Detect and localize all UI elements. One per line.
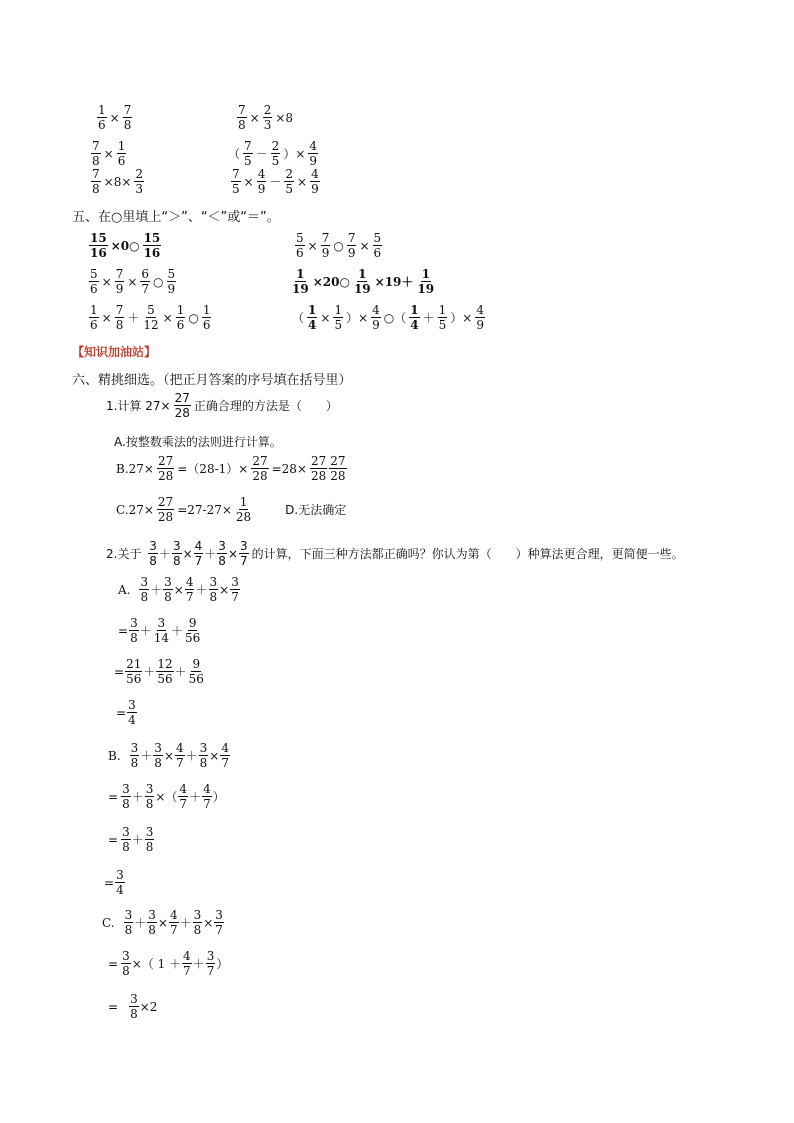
method-b-step-1: = $\frac{3}{8}$ ＋ $\frac{3}{8}$ ×（ $\frac{4}{7}$ ＋ $\frac{4}{7}$ ） <box>108 782 225 811</box>
fraction: $\frac{1}{6}$ <box>98 103 106 132</box>
fraction: $\frac{15}{16}$ <box>90 231 107 260</box>
fraction: $\frac{3}{8}$ <box>145 825 154 854</box>
fraction: $\frac{1}{4}$ <box>410 303 419 332</box>
fraction: $\frac{7}{5}$ <box>232 167 240 196</box>
fraction: $\frac{4}{9}$ <box>476 303 484 332</box>
fraction: $\frac{7}{8}$ <box>92 167 100 196</box>
knowledge-label: 【知识加油站】 <box>72 345 157 359</box>
fraction: $\frac{5}{9}$ <box>167 267 176 296</box>
fraction: $\frac{21}{56}$ <box>126 657 142 686</box>
fraction: $\frac{3}{8}$ <box>218 539 226 568</box>
fraction: $\frac{3}{8}$ <box>122 825 130 854</box>
fraction: $\frac{7}{8}$ <box>115 303 124 332</box>
fraction: $\frac{4}{7}$ <box>194 539 203 568</box>
method-c-step-2: = $\frac{3}{8}$ ×2 <box>108 992 158 1021</box>
fraction: $\frac{12}{56}$ <box>157 657 173 686</box>
fraction: $\frac{27}{28}$ <box>252 454 268 483</box>
fraction: $\frac{27}{28}$ <box>311 454 327 483</box>
fraction: $\frac{7}{8}$ <box>123 103 132 132</box>
fraction: $\frac{4}{7}$ <box>203 782 211 811</box>
fraction: $\frac{3}{8}$ <box>209 575 218 604</box>
compare-row-1-right: $\frac{5}{6}$ × $\frac{7}{9}$ ○ $\frac{7}{9}$ × $\frac{5}{6}$ <box>296 231 382 260</box>
fraction: $\frac{3}{7}$ <box>206 949 215 978</box>
fraction: $\frac{3}{8}$ <box>199 741 208 770</box>
fraction: $\frac{2}{5}$ <box>285 167 293 196</box>
section-6-title: 六、精挑细选。（把正月答案的序号填在括号里） <box>72 373 352 388</box>
fraction: $\frac{1}{19}$ <box>292 267 309 296</box>
method-a-step-3: = $\frac{3}{4}$ <box>116 698 136 727</box>
fraction: $\frac{3}{7}$ <box>231 575 239 604</box>
fraction: $\frac{3}{8}$ <box>164 575 172 604</box>
fraction: $\frac{1}{6}$ <box>117 139 126 168</box>
prev-row-2-right: （ $\frac{7}{5}$ － $\frac{2}{5}$ ）× $\frac{4}{9}$ <box>228 139 318 168</box>
fraction: $\frac{1}{5}$ <box>438 303 447 332</box>
fraction: $\frac{4}{7}$ <box>221 741 229 770</box>
method-c-step-1: = $\frac{3}{8}$ ×（ 1 ＋ $\frac{4}{7}$ ＋ $\frac{3}{7}$ ） <box>108 949 229 978</box>
method-b-step-2: = $\frac{3}{8}$ ＋ $\frac{3}{8}$ <box>108 825 154 854</box>
method-c-expression: C. $\frac{3}{8}$ ＋ $\frac{3}{8}$ × $\frac{4}{7}$ ＋ $\frac{3}{8}$ × $\frac{3}{7}$ <box>102 908 223 937</box>
fraction: $\frac{3}{7}$ <box>240 539 248 568</box>
fraction: $\frac{1}{19}$ <box>417 267 435 296</box>
fraction: $\frac{27}{28}$ <box>157 454 174 483</box>
method-a-step-2: = $\frac{21}{56}$ ＋ $\frac{12}{56}$ ＋ $\frac{9}{56}$ <box>114 657 204 686</box>
fraction: $\frac{5}{6}$ <box>90 267 98 296</box>
fraction: $\frac{1}{5}$ <box>334 303 343 332</box>
fraction: $\frac{1}{4}$ <box>308 303 317 332</box>
method-a-step-1: = $\frac{3}{8}$ ＋ $\frac{3}{14}$ ＋ $\frac{9}{56}$ <box>118 616 201 645</box>
fraction: $\frac{7}{8}$ <box>92 139 100 168</box>
fraction: $\frac{3}{4}$ <box>116 868 124 897</box>
method-b-step-3: = $\frac{3}{4}$ <box>104 868 124 897</box>
compare-row-2-left: $\frac{5}{6}$ × $\frac{7}{9}$ × $\frac{6}{7}$ ○ $\frac{5}{9}$ <box>90 267 176 296</box>
fraction: $\frac{4}{9}$ <box>309 139 318 168</box>
method-b-expression: B. $\frac{3}{8}$ ＋ $\frac{3}{8}$ × $\frac{4}{7}$ ＋ $\frac{3}{8}$ × $\frac{4}{7}$ <box>108 741 229 770</box>
q2-stem: 2.关于 $\frac{3}{8}$ ＋ $\frac{3}{8}$ × $\frac{4}{7}$ ＋ $\frac{3}{8}$ × $\frac{3}{7}$ 的计算，下面三种方法都正确吗？你认为第（ ）种算法更合理，更简便一些。 <box>106 539 684 568</box>
fraction: $\frac{7}{9}$ <box>321 231 330 260</box>
fraction: $\frac{9}{56}$ <box>188 657 204 686</box>
fraction: $\frac{3}{14}$ <box>153 616 169 645</box>
fraction: $\frac{4}{9}$ <box>311 167 319 196</box>
fraction: $\frac{1}{6}$ <box>176 303 185 332</box>
fraction: $\frac{27}{28}$ <box>174 391 190 420</box>
fraction: $\frac{7}{8}$ <box>238 103 246 132</box>
fraction: $\frac{3}{8}$ <box>130 741 139 770</box>
fraction: $\frac{3}{8}$ <box>154 741 162 770</box>
fraction: $\frac{4}{7}$ <box>169 908 178 937</box>
fraction: $\frac{6}{7}$ <box>141 267 150 296</box>
fraction: $\frac{3}{8}$ <box>145 782 154 811</box>
q1-option-c: C.27× $\frac{27}{28}$ =27-27× $\frac{1}{28}$ D.无法确定 <box>116 495 347 524</box>
q1-option-a: A.按整数乘法的法则进行计算。 <box>114 435 282 449</box>
fraction: $\frac{4}{7}$ <box>179 782 188 811</box>
fraction: $\frac{4}{9}$ <box>372 303 380 332</box>
fraction: $\frac{2}{3}$ <box>263 103 272 132</box>
fraction: $\frac{5}{6}$ <box>296 231 304 260</box>
fraction: $\frac{5}{6}$ <box>373 231 382 260</box>
compare-row-3-right: （ $\frac{1}{4}$ × $\frac{1}{5}$ ）× $\frac{4}{9}$ ○（ $\frac{1}{4}$ ＋ $\frac{1}{5}$ ）× $\frac{4}{9}$ <box>292 303 484 332</box>
fraction: $\frac{3}{8}$ <box>149 539 157 568</box>
compare-row-3-left: $\frac{1}{6}$ × $\frac{7}{8}$ ＋ $\frac{5}{12}$ × $\frac{1}{6}$ ○ $\frac{1}{6}$ <box>90 303 211 332</box>
section-5-title: 五、在○里填上“＞”、“＜”或“＝”。 <box>72 210 280 225</box>
prev-row-2-left: $\frac{7}{8}$ × $\frac{1}{6}$ <box>92 139 126 168</box>
fraction: $\frac{5}{12}$ <box>143 303 159 332</box>
fraction: $\frac{3}{8}$ <box>140 575 149 604</box>
compare-row-2-right: $\frac{1}{19}$ ×20○ $\frac{1}{19}$ ×19＋ $\frac{1}{19}$ <box>292 267 435 296</box>
q1-option-d: D.无法确定 <box>285 503 347 517</box>
fraction: $\frac{3}{8}$ <box>130 992 138 1021</box>
fraction: $\frac{4}{7}$ <box>185 575 194 604</box>
fraction: $\frac{4}{7}$ <box>183 949 191 978</box>
fraction: $\frac{3}{8}$ <box>193 908 202 937</box>
fraction: $\frac{7}{9}$ <box>115 267 124 296</box>
fraction: $\frac{1}{19}$ <box>353 267 371 296</box>
prev-row-1-right: $\frac{7}{8}$ × $\frac{2}{3}$ ×8 <box>238 103 294 132</box>
fraction: $\frac{2}{3}$ <box>135 167 144 196</box>
fraction: $\frac{4}{7}$ <box>176 741 184 770</box>
fraction: $\frac{3}{7}$ <box>215 908 223 937</box>
fraction: $\frac{3}{8}$ <box>172 539 181 568</box>
fraction: $\frac{7}{9}$ <box>347 231 356 260</box>
fraction: $\frac{4}{9}$ <box>257 167 266 196</box>
fraction: $\frac{27}{28}$ <box>157 495 174 524</box>
prev-row-1-left: $\frac{1}{6}$ × $\frac{7}{8}$ <box>98 103 132 132</box>
fraction: $\frac{3}{8}$ <box>122 782 130 811</box>
fraction: $\frac{15}{16}$ <box>143 231 161 260</box>
fraction: $\frac{1}{6}$ <box>90 303 98 332</box>
prev-row-3-left: $\frac{7}{8}$ ×8× $\frac{2}{3}$ <box>92 167 144 196</box>
fraction: $\frac{2}{5}$ <box>271 139 280 168</box>
fraction: $\frac{1}{6}$ <box>202 303 211 332</box>
fraction: $\frac{9}{56}$ <box>185 616 201 645</box>
fraction: $\frac{3}{8}$ <box>148 908 156 937</box>
method-a-expression: A. $\frac{3}{8}$ ＋ $\frac{3}{8}$ × $\frac{4}{7}$ ＋ $\frac{3}{8}$ × $\frac{3}{7}$ <box>118 575 239 604</box>
compare-row-1-left: $\frac{15}{16}$ ×0○ $\frac{15}{16}$ <box>90 231 161 260</box>
fraction: $\frac{3}{8}$ <box>122 949 130 978</box>
prev-row-3-right: $\frac{7}{5}$ × $\frac{4}{9}$ － $\frac{2}{5}$ × $\frac{4}{9}$ <box>232 167 319 196</box>
fraction: $\frac{3}{8}$ <box>124 908 133 937</box>
fraction: $\frac{3}{8}$ <box>130 616 138 645</box>
fraction: $\frac{1}{28}$ <box>235 495 252 524</box>
fraction: $\frac{7}{5}$ <box>244 139 252 168</box>
q1-stem: 1.计算 27× $\frac{27}{28}$ 正确合理的方法是（ ） <box>106 391 338 420</box>
fraction: $\frac{27}{28}$ <box>330 454 346 483</box>
fraction: $\frac{3}{4}$ <box>128 698 136 727</box>
q1-option-b: B.27× $\frac{27}{28}$ =（28-1）× $\frac{27}{28}$ =28× $\frac{27}{28}$ $\frac{27}{28}$ <box>116 454 346 483</box>
